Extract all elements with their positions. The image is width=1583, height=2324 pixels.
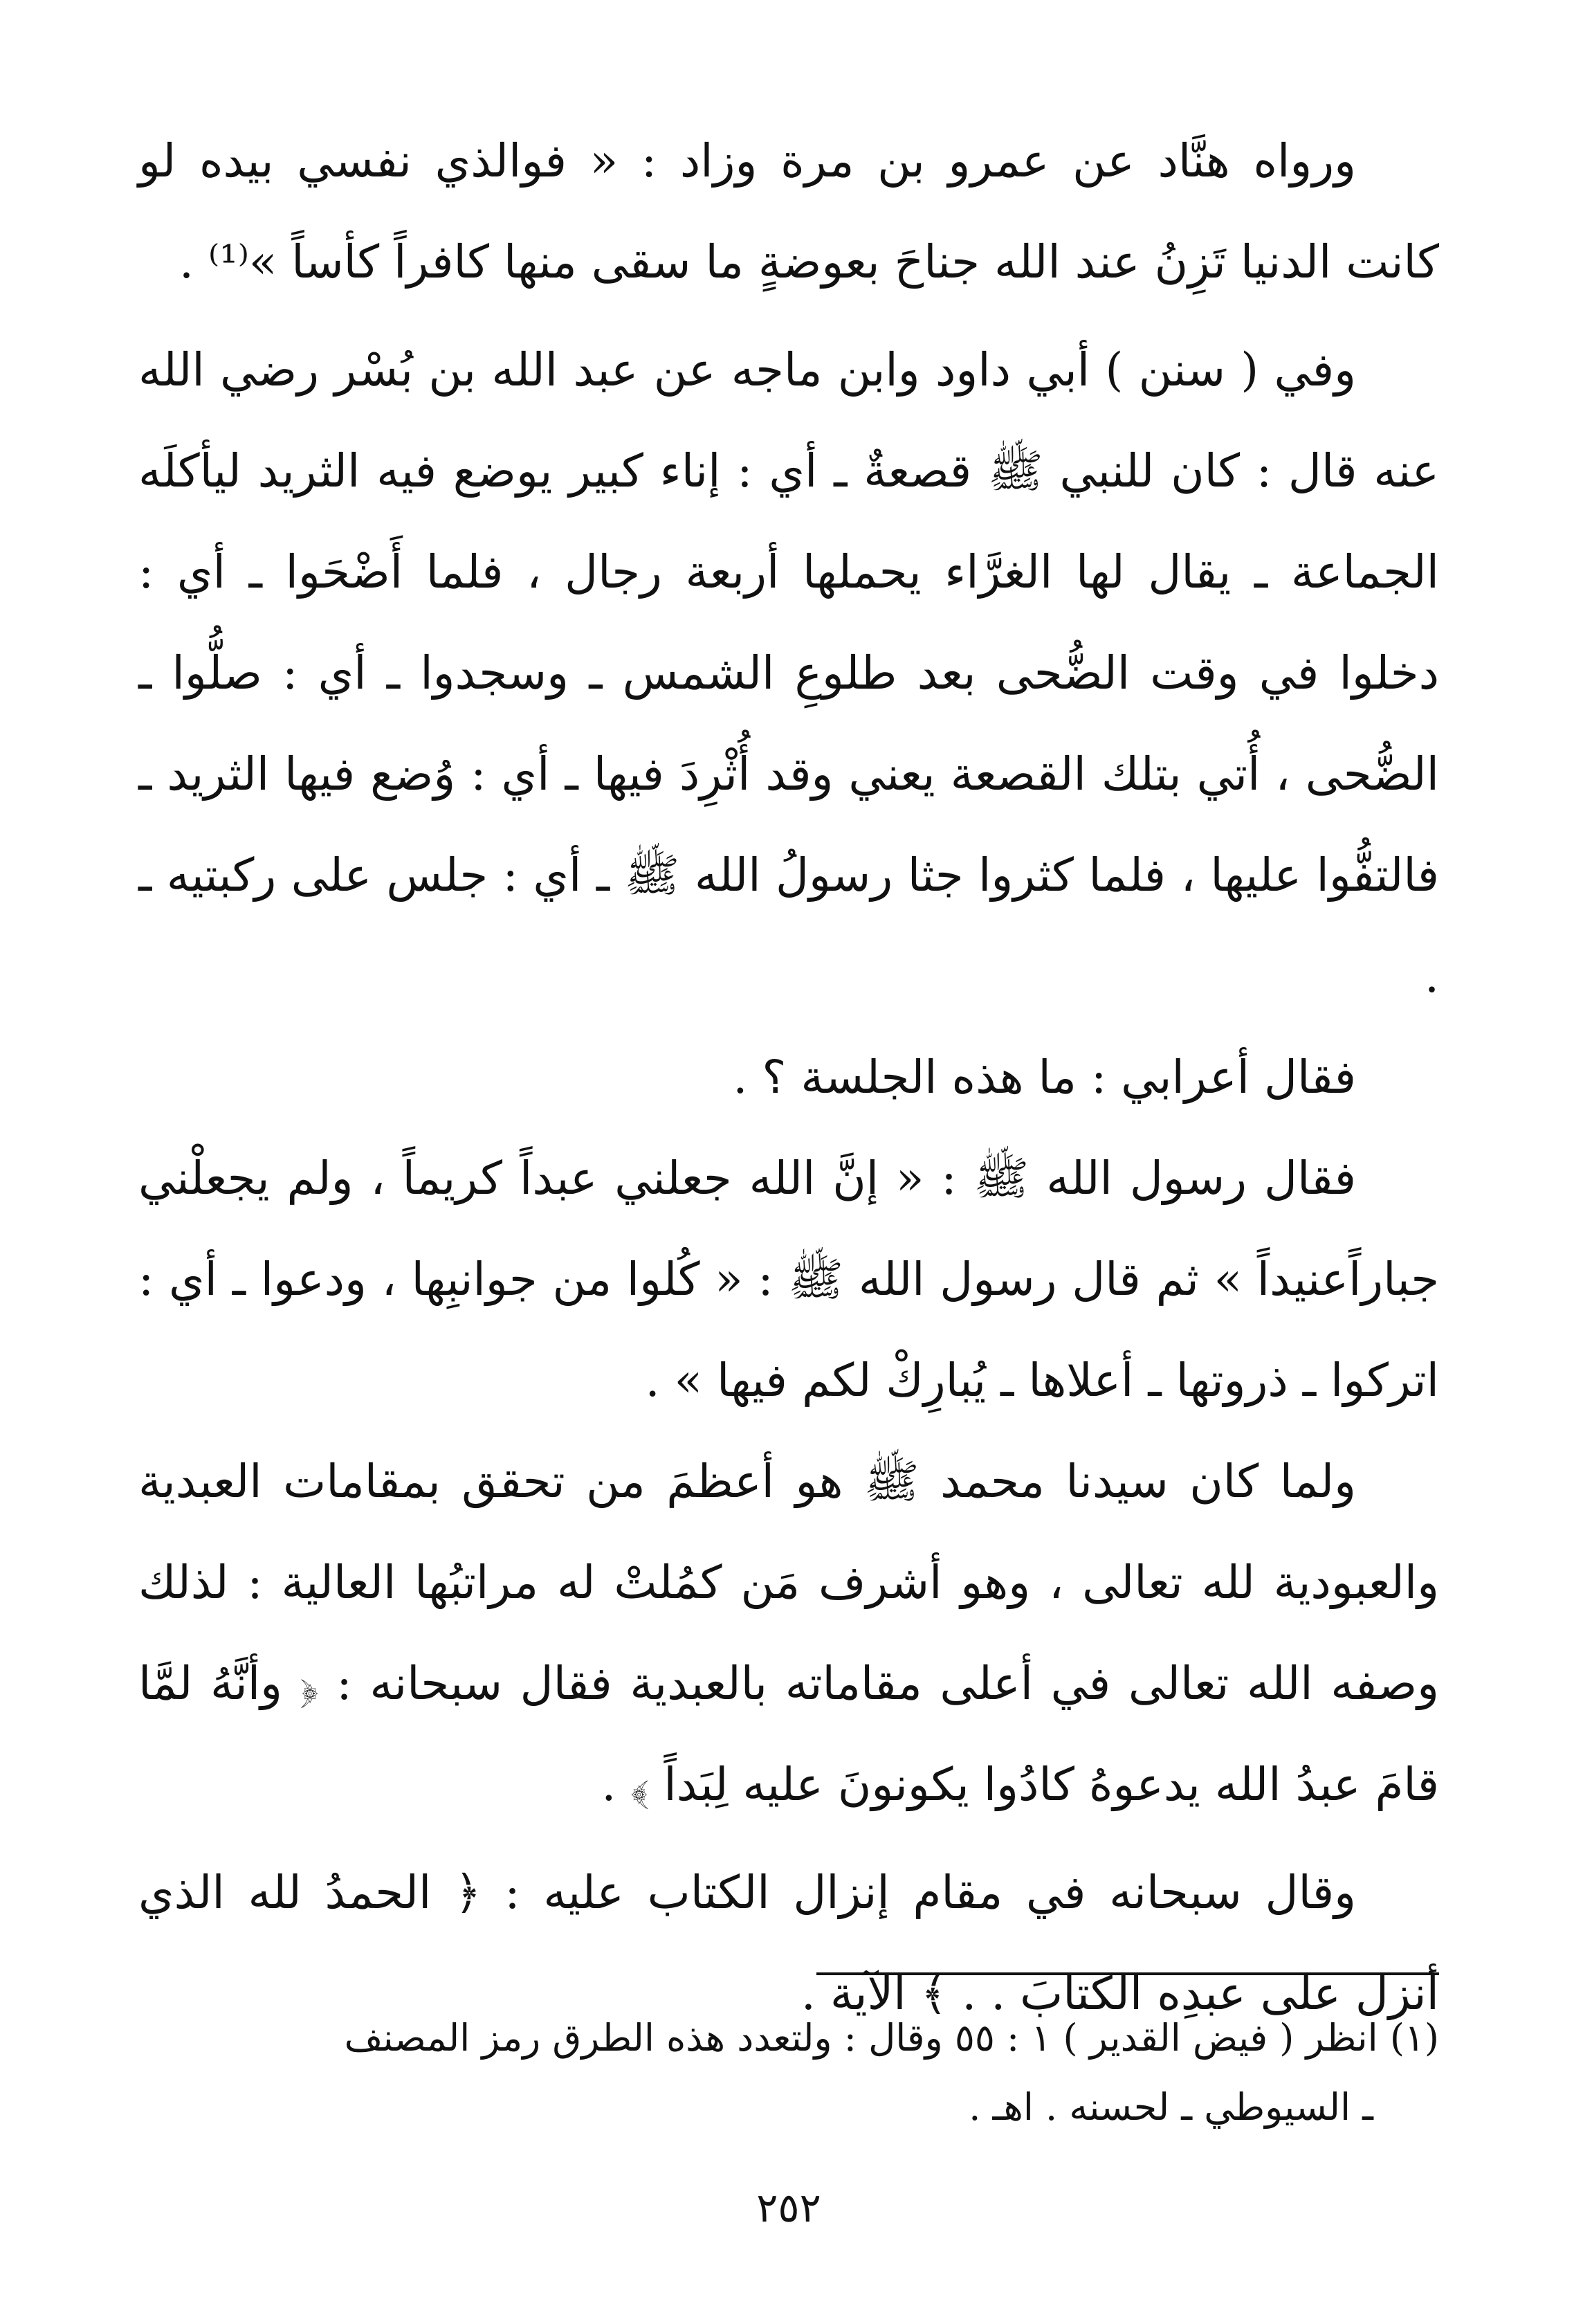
main-text [138,111,1439,2044]
page-number: ٢٥٢ [756,2184,821,2231]
paragraph-hannad-narration: ورواه هنَّاد عن عمرو بن مرة وزاد : « فوالذي نفسي بيده لو كانت الدنيا تَزِنُ عند الله جناحَ بعوضةٍ ما سقى منها كافراً كأساً »⁽¹⁾ . [138,134,1439,289]
paragraph-bedouin-question: فقال أعرابي : ما هذه الجلسة ؟ . [733,1051,1356,1104]
paragraph-prophet-reply: فقال رسول الله ﷺ : « إنَّ الله جعلني عبداً كريماً ، ولم يجعلْني جباراًعنيداً » ثم قال رسول الله ﷺ : « كُلوا من جوانبِها ، ودعوا ـ أي : اتركوا ـ ذروتها ـ أعلاها ـ يُبارِكْ لكم فيها » . [138,1152,1439,1407]
paragraph-servitude: ولما كان سيدنا محمد ﷺ هو أعظمَ من تحقق بمقامات العبدية والعبودية لله تعالى ، وهو أشرف مَن كمُلتْ له مراتبُها العالية : لذلك وصفه الله تعالى في أعلى مقاماته بالعبدية فقال سبحانه : ﴿ وأنَّهُ لمَّا قامَ عبدُ الله يدعوهُ كادُوا يكونونَ عليه لِبَداً ﴾ . [138,1455,1439,1811]
paragraph-revelation-verse: وقال سبحانه في مقام إنزال الكتاب عليه : ﴿ الحمدُ لله الذي أنزل على عبدِه الكتابَ . . ﴾ الآية . [138,1866,1439,2020]
document-page [138,111,1439,2256]
footnote-1-line-1: (١) انظر ( فيض القدير ) ١ : ٥٥ وقال : ولتعدد هذه الطرق رمز المصنف [344,2016,1439,2060]
footnote-1-line-2: ـ السيوطي ـ لحسنه . اهـ . [969,2085,1373,2129]
footnotes [138,2004,1439,2142]
footnote-separator [816,1972,1439,1975]
paragraph-sunan-narration: وفي ( سنن ) أبي داود وابن ماجه عن عبد الله بن بُسْر رضي الله عنه قال : كان للنبي ﷺ قصعةٌ ـ أي : إناء كبير يوضع فيه الثريد ليأكلَه الجماعة ـ يقال لها الغرَّاء يحملها أربعة رجال ، فلما أَضْحَوا ـ أي : دخلوا في وقت الضُّحى بعد طلوعِ الشمس ـ وسجدوا ـ أي : صلُّوا ـ الضُّحى ، أُتي بتلك القصعة يعني وقد أُثْرِدَ فيها ـ أي : وُضع فيها الثريد ـ فالتفُّوا عليها ، فلما كثروا جثا رسولُ الله ﷺ ـ أي : جلس على ركبتيه ـ . [138,343,1439,1003]
